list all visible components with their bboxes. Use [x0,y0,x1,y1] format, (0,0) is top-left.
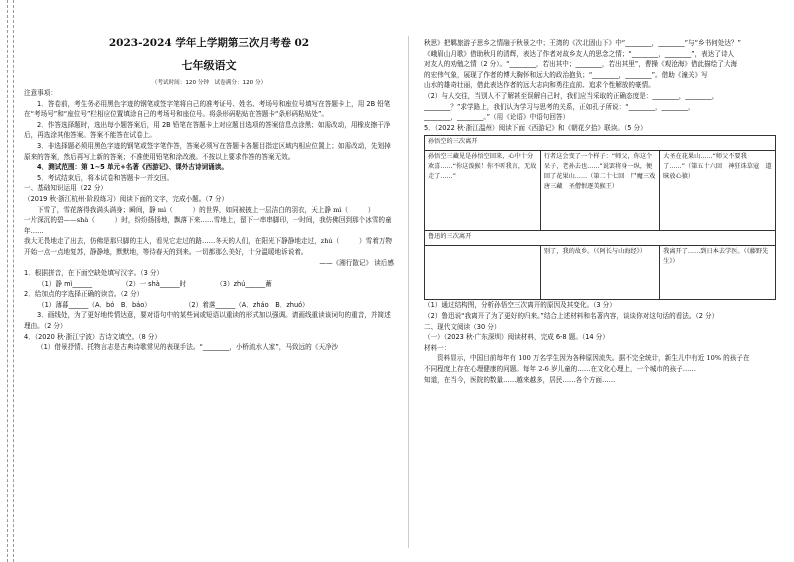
answer-blank[interactable]: （2）一 shà______时 [122,279,187,288]
table-cell: 行者这会变了一个样子：“师父，你这个呆子，老孙去也……”说罢将身一纵，便回了花果山……（第二十七回 尸魔三戏唐三藏 圣僧恨逐美猴王） [540,151,659,231]
poem-fill-line: 对友人的劝勉之情（2 分）。“________，若出其中；________，若出其里”，曹操《观沧海》借此描绘了大海 [424,60,738,69]
notice-item: 4．测试范围：第 1~5 单元+名著《西游记》、课外古诗词诵读。 [37,163,228,172]
poem-fill-line: 秋思》把羁旅游子思乡之情融于秋景之中；王湾的《次北固山下》中“________，________”与“乡书何处达？” [424,39,741,47]
passage-source: ——《湘行散记》 读后感 [319,258,394,267]
question-5-2: （2）鲁迅说“我离开了为了更好的归来。”结合上述材料和名著内容，谈谈你对这句话的看法。（2 分） [424,311,719,320]
answer-blank[interactable]: （2）着落______（A．zháo B．zhuó） [184,300,309,309]
passage-line: 开始一点一点地复苏，静静地，默默地，等待春天的到来。一切都那么美好，十分温暖地诉说着。 [24,247,308,256]
binding-line [7,0,8,562]
notice-item: 3．非选择题必须用黑色字迹的钢笔或签字笔作答，答案必须写在答题卡各题目指定区域内相应位置上；如需改动，先划掉原来的答案，然后再写上新的答案；不准使用铅笔和涂改液。不按以上要求作答的答案无效。 [24,141,391,161]
material-line: 资料显示，中国目前每年有 100 万名学生因为各种原因流失。据不完全统计，新生儿中有近 10% 的孩子在 [437,354,750,363]
poem-fill-line: 的宏伟气象，展现了作者的博大胸怀和远大的政治抱负；“________，________”。借助《潼关》写 [424,70,708,79]
poem-fill-line: ________？”求学路上，我们认为学习与思考的关系，正如孔子所说：“________，________， [424,102,695,111]
passage-line: 一片深沉的碧——shà（ ）时，纷纷扬扬地，飘落下来……雪地上，留下一串串脚印，一时间，我仿佛回到那个冰雪的童年…… [24,216,392,235]
question-4-1: （1）借景抒情、托物言志是古典诗歌常见的表现手法。“________，小桥流水人家”，马致远的《天净沙 [37,343,339,352]
material-line: 知道，在当今，医院的数量……越来越多，居民……各个方面…… [424,375,616,384]
table-cell: 大圣在花果山……“师父不要我了……”（第五十六回 神狂诛草寇 道昧放心猿） [660,151,776,231]
material-line: 不同程度上存在心理健康的问题。每年 2-6 岁儿童的……在文化心理上，一个城市的孩子…… [424,364,696,373]
table-cell: 我离开了……到日本去学医。（《藤野先生》） [660,246,776,300]
answer-blank[interactable]: （1）静 mì______ [38,279,93,288]
notice-item: 2．作答选择题时，选出每小题答案后，用 2B 铅笔在答题卡上对应题目选项的答案信息点涂黑；如需改动，用橡皮擦干净后，再选涂其他答案。答案不能答在试卷上。 [24,120,391,140]
column-divider [408,36,409,548]
exam-title: 2023-2024 学年上学期第三次月考卷 02 [108,37,310,49]
material-label: 材料一： [424,343,451,352]
section-heading: 一、基础知识运用（22 分） [24,184,108,193]
table-cell: 孙悟空三藏见是孙悟空回来，心中十分欢喜……“你这泼猴！你不听我言，无故走了……” [425,151,541,231]
question-6: （一）（2023 秋·广东深圳）阅读材料，完成 6-8 题。（14 分） [424,333,609,342]
question-3: 3．画线处，为了更好地传情达意，要对语句中的某些词或短语以重读的形式加以强调。请画线重读该词句的重音，并简述理由。（2 分） [24,311,391,331]
notice-item: 5．考试结束后，将本试卷和答题卡一并交回。 [37,173,174,182]
comparison-table [424,135,776,300]
question-1: 1．根据拼音，在下面空缺处填写汉字。（3 分） [24,269,164,278]
poem-fill-line: 《峨眉山月歌》借助秋月的清辉，表达了作者对故乡友人的思念之情；“________，________”，表达了诗人 [424,49,735,58]
poem-fill-line: （2）与人交往，当别人不了解甚至误解自己时，我们应当采取的正确态度是：________，________， [424,91,719,100]
table-header: 孙悟空的三次离开 [425,136,776,151]
question-intro: （2019 秋·浙江杭州·阶段练习）阅读下面的文字，完成小题。（7 分） [24,194,229,203]
question-4: 4．（2020 秋·浙江宁波）古诗文填空。（8 分） [24,332,161,341]
question-2-items [24,300,394,311]
passage-line: 下雪了，雪花落得我满头满身；瞬间，静 mì（ ）的世界，如同被披上一层洁白的羽衣，天上静 mì（ ） [37,205,375,214]
left-column [24,36,394,353]
notice-heading: 注意事项： [24,89,57,97]
notice-item: 1．答卷前，考生务必用黑色字迹的钢笔或签字笔将自己的准考证号、姓名、考场号和座位号填写在答题卡上，用 2B 铅笔在“考场号”和“座位号”栏相应位置填涂自己的考场号和座位号。将条形码粘贴在答题卡“条形码粘贴处”。 [24,99,391,119]
question-5-1: （1）通过结构图，分析孙悟空三次离开的原因及其变化。（3 分） [424,301,616,310]
right-column [424,38,776,385]
poem-fill-line: ________，________。”（用《论语》中语句回答） [424,113,570,122]
answer-blank[interactable]: （1）薄暮______（A．bó B．báo） [38,300,151,309]
question-1-items [24,279,394,290]
poem-fill-line: 山水的雄奇壮丽，借此表达作者的远大志向和勇往直前、追求个性解放的豪情。 [424,81,655,90]
question-5: 5．（2022 秋·浙江温州）阅读下面《西游记》和《朝花夕拾》联读。（5 分） [424,123,647,132]
question-2: 2．给加点的字选择正确的读音。（2 分） [24,290,144,299]
passage-line: 我大无畏地走了出去，仿佛是那只脚的主人，看见它走过的路……冬天的人们，在阳光下静静地走过，zhú（ ）雪着万物 [24,237,393,246]
exam-meta: （考试时间：120 分钟 试卷满分：120 分） [151,80,267,86]
answer-blank[interactable]: （3）zhú______蓄 [216,279,272,288]
section-heading: 二、现代文阅读（30 分） [424,322,501,331]
table-header: 鲁迅的三次离开 [425,231,776,246]
table-cell: 别了，我的故乡。（《阿长与山海经》） [540,246,659,300]
table-cell [425,246,541,300]
binding-line [13,0,14,562]
exam-subject: 七年级语文 [181,59,237,72]
